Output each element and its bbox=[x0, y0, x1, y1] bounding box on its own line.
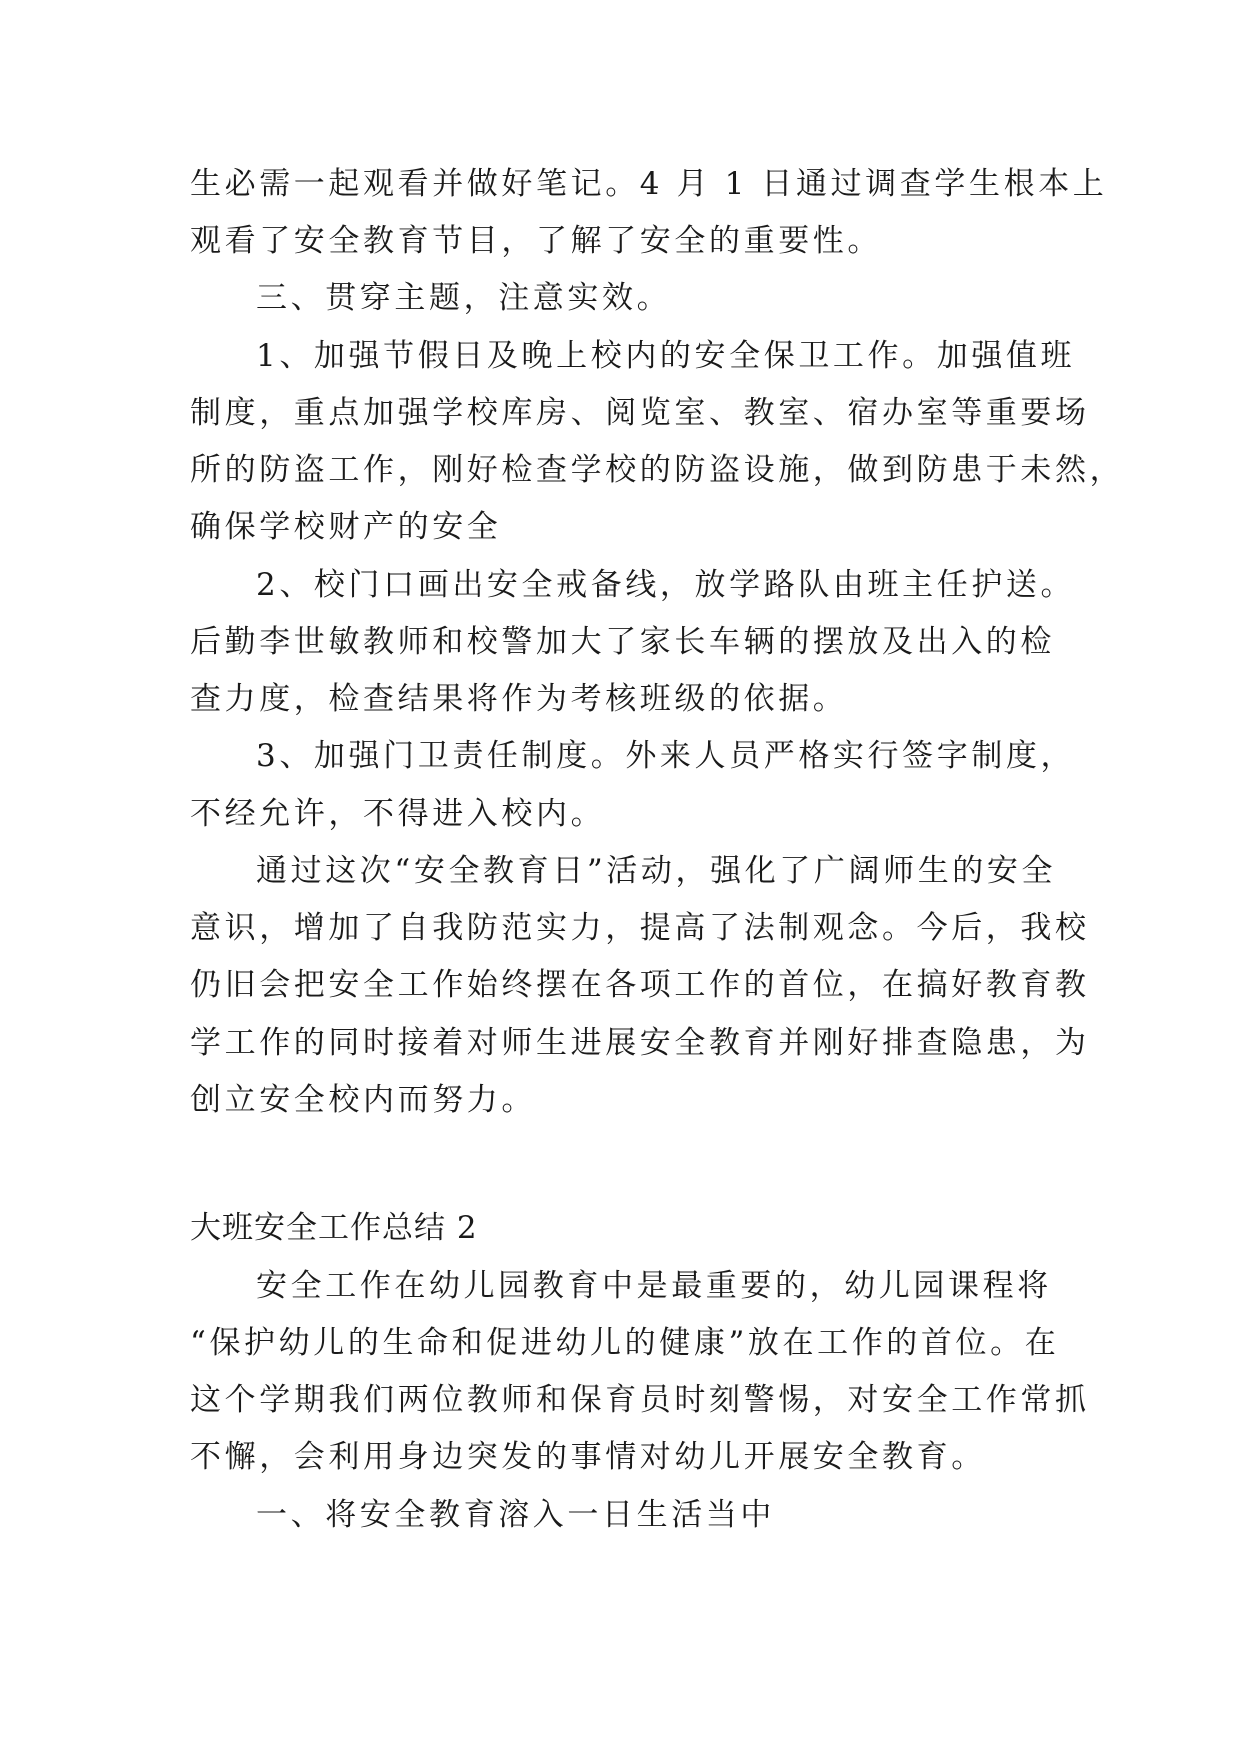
text-line: 学工作的同时接着对师生进展安全教育并刚好排查隐患，为 bbox=[190, 1025, 1090, 1061]
text-line: 仍旧会把安全工作始终摆在各项工作的首位，在搞好教育教 bbox=[190, 967, 1090, 1003]
text-line: 3、加强门卫责任制度。外来人员严格实行签字制度， bbox=[256, 738, 1076, 774]
text-line: 制度，重点加强学校库房、阅览室、教室、宿办室等重要场 bbox=[190, 395, 1090, 431]
text-line: 后勤李世敏教师和校警加大了家长车辆的摆放及出入的检 bbox=[190, 624, 1055, 660]
text-line: “保护幼儿的生命和促进幼儿的健康”放在工作的首位。在 bbox=[190, 1325, 1060, 1361]
text-line: 所的防盗工作，刚好检查学校的防盗设施，做到防患于未然， bbox=[190, 452, 1125, 488]
document-subtitle: 大班安全工作总结 2 bbox=[190, 1210, 478, 1246]
text-line: 1、加强节假日及晚上校内的安全保卫工作。加强值班 bbox=[256, 338, 1076, 374]
text-line: 不经允许，不得进入校内。 bbox=[190, 796, 606, 832]
text-line: 不懈，会利用身边突发的事情对幼儿开展安全教育。 bbox=[190, 1439, 986, 1475]
text-line: 这个学期我们两位教师和保育员时刻警惕，对安全工作常抓 bbox=[190, 1382, 1090, 1418]
text-line: 安全工作在幼儿园教育中是最重要的，幼儿园课程将 bbox=[256, 1268, 1052, 1304]
text-line: 2、校门口画出安全戒备线，放学路队由班主任护送。 bbox=[256, 567, 1076, 603]
text-line: 观看了安全教育节目，了解了安全的重要性。 bbox=[190, 223, 882, 259]
text-line: 意识，增加了自我防范实力，提高了法制观念。今后，我校 bbox=[190, 910, 1090, 946]
text-line: 查力度，检查结果将作为考核班级的依据。 bbox=[190, 681, 848, 717]
text-line: 通过这次“安全教育日”活动，强化了广阔师生的安全 bbox=[256, 853, 1057, 889]
section-heading: 一、将安全教育溶入一日生活当中 bbox=[256, 1497, 775, 1533]
text-line: 确保学校财产的安全 bbox=[190, 509, 502, 545]
text-line: 创立安全校内而努力。 bbox=[190, 1082, 536, 1118]
text-line: 生必需一起观看并做好笔记。4 月 1 日通过调查学生根本上 bbox=[190, 166, 1108, 202]
section-heading: 三、贯穿主题，注意实效。 bbox=[256, 280, 672, 316]
